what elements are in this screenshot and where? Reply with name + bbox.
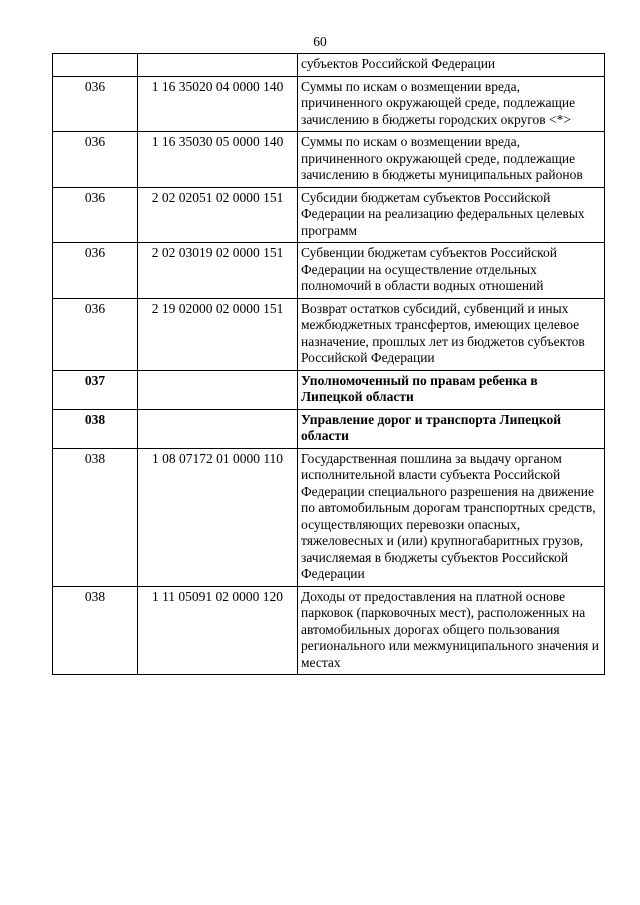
page-number: 60 — [313, 34, 327, 49]
table-row — [53, 448, 605, 586]
table-row — [53, 132, 605, 188]
revenue-code-cell — [138, 370, 298, 409]
revenue-name-cell: Субсидии бюджетам субъектов Российской Федерации на реализацию федеральных целевых программ — [298, 187, 605, 243]
table-row — [53, 243, 605, 299]
admin-code-cell: 038 — [53, 448, 138, 586]
revenue-code-cell: 1 16 35030 05 0000 140 — [138, 132, 298, 188]
administrator-name-cell: Управление дорог и транспорта Липецкой области — [298, 409, 605, 448]
admin-code-cell: 036 — [53, 187, 138, 243]
admin-code-cell: 036 — [53, 298, 138, 370]
table-row — [53, 298, 605, 370]
admin-code-cell — [53, 54, 138, 77]
revenue-code-cell: 1 16 35020 04 0000 140 — [138, 76, 298, 132]
revenue-name-cell: Суммы по искам о возмещении вреда, причиненного окружающей среде, подлежащие зачислению в бюджеты муниципальных районов — [298, 132, 605, 188]
revenue-codes-table — [52, 53, 605, 675]
revenue-code-cell: 2 19 02000 02 0000 151 — [138, 298, 298, 370]
admin-code-cell: 036 — [53, 132, 138, 188]
revenue-name-cell: Суммы по искам о возмещении вреда, причиненного окружающей среде, подлежащие зачислению в бюджеты городских округов <*> — [298, 76, 605, 132]
revenue-code-cell: 1 08 07172 01 0000 110 — [138, 448, 298, 586]
revenue-name-cell: Доходы от предоставления на платной основе парковок (парковочных мест), расположенных на автомобильных дорогах общего пользования регионального или межмуниципального значения и местах — [298, 586, 605, 675]
revenue-code-cell: 2 02 03019 02 0000 151 — [138, 243, 298, 299]
administrator-name-cell: Уполномоченный по правам ребенка в Липецкой области — [298, 370, 605, 409]
revenue-code-cell — [138, 54, 298, 77]
revenue-name-cell: Возврат остатков субсидий, субвенций и иных межбюджетных трансфертов, имеющих целевое назначение, прошлых лет из бюджетов субъектов Российской Федерации — [298, 298, 605, 370]
table-row — [53, 54, 605, 77]
revenue-code-cell: 2 02 02051 02 0000 151 — [138, 187, 298, 243]
admin-code-cell: 036 — [53, 76, 138, 132]
table-row — [53, 586, 605, 675]
admin-code-cell: 037 — [53, 370, 138, 409]
table-row — [53, 76, 605, 132]
table-row — [53, 187, 605, 243]
admin-code-cell: 038 — [53, 409, 138, 448]
revenue-code-cell: 1 11 05091 02 0000 120 — [138, 586, 298, 675]
revenue-name-cell: Государственная пошлина за выдачу органом исполнительной власти субъекта Российской Федерации специального разрешения на движение по автомобильным дорогам транспортных средств, осуществляющих перевозки опасных, тяжеловесных и (или) крупногабаритных грузов, зачисляемая в бюджеты субъектов Российской Федерации — [298, 448, 605, 586]
table-row-section-header — [53, 409, 605, 448]
table-row-section-header — [53, 370, 605, 409]
admin-code-cell: 038 — [53, 586, 138, 675]
admin-code-cell: 036 — [53, 243, 138, 299]
revenue-name-cell: субъектов Российской Федерации — [298, 54, 605, 77]
revenue-name-cell: Субвенции бюджетам субъектов Российской Федерации на осуществление отдельных полномочий в области водных отношений — [298, 243, 605, 299]
revenue-code-cell — [138, 409, 298, 448]
